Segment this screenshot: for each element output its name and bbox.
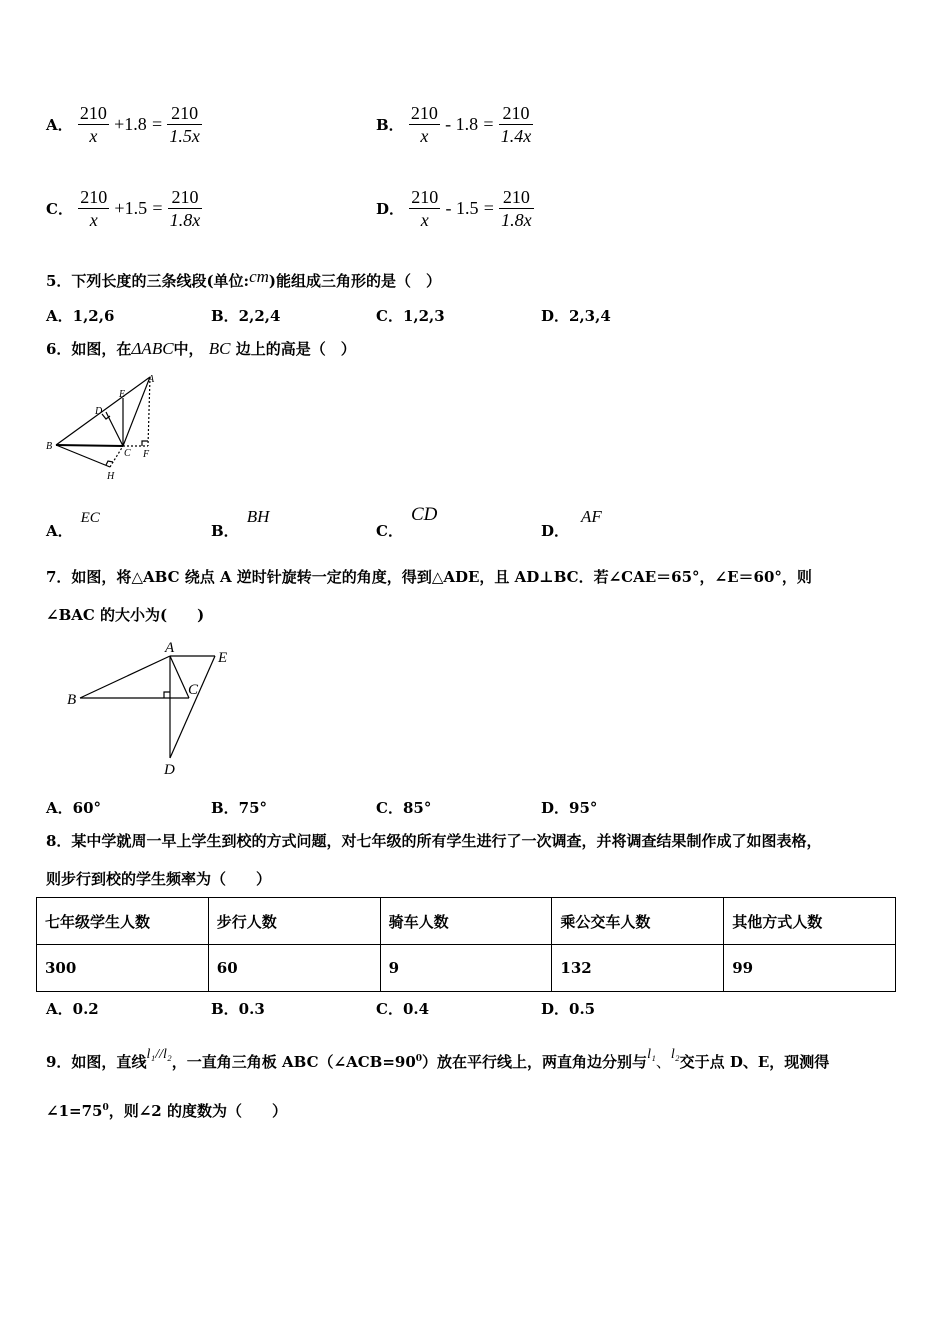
- q7-option-a[interactable]: A．60°: [46, 799, 102, 817]
- q5-option-c[interactable]: C．1,2,3: [376, 307, 445, 325]
- label-a: A: [148, 374, 155, 385]
- side-bc: BC: [208, 339, 231, 358]
- option-value: CD: [410, 504, 438, 525]
- table-header-cell: 乘公交车人数: [552, 898, 724, 945]
- option-value: BH: [246, 507, 270, 526]
- table-cell: 300: [37, 945, 209, 992]
- label-e: E: [218, 650, 228, 666]
- equals: =: [483, 198, 494, 218]
- triangle-abc: ΔABC: [131, 339, 174, 358]
- fraction: $\frac{210}{x}$: [79, 103, 107, 146]
- line-l2: l₂: [670, 1047, 680, 1062]
- table-header-row: [37, 898, 896, 945]
- option-label: B．: [376, 116, 404, 134]
- q6-option-d[interactable]: D．AF: [541, 507, 602, 540]
- q7-figure: [62, 636, 242, 778]
- q7-stem-line1: 7．如图，将△ABC 绕点 A 逆时针旋转一定的角度，得到△ADE，且 AD⊥BC．若∠CAE＝65°，∠E＝60°，则: [46, 568, 812, 586]
- option-value: EC: [80, 510, 100, 526]
- q8-option-c[interactable]: C．0.4: [376, 1000, 430, 1018]
- label-e: E: [119, 389, 126, 400]
- right-angle-marker: [164, 692, 170, 698]
- q7-stem-line2: ∠BAC 的大小为( ): [46, 606, 205, 624]
- q5-option-d[interactable]: D．2,3,4: [541, 307, 611, 325]
- equals: =: [152, 198, 163, 218]
- option-value: AF: [581, 507, 602, 526]
- right-angle-f: [142, 441, 148, 446]
- q6-option-c[interactable]: C．CD: [376, 504, 438, 540]
- line-af: [148, 377, 150, 446]
- label-d: D: [164, 762, 175, 778]
- q9-stem-line1: 9．如图，直线l₁//l₂，一直角三角板 $ABC(\angle ACB=90^0)$放在平行线上，两直角边分别与l₁、l₂交于点 D、E，现测得: [46, 1047, 830, 1071]
- line-hc-ext: [110, 446, 123, 467]
- q5-option-b[interactable]: B．2,2,4: [211, 307, 281, 325]
- option-label: A．: [46, 116, 73, 134]
- table-cell: 9: [380, 945, 552, 992]
- q8-option-a[interactable]: A．0.2: [46, 1000, 99, 1018]
- q4-option-d[interactable]: [376, 186, 534, 231]
- q7-option-b[interactable]: B．75°: [211, 799, 268, 817]
- table-cell: 60: [208, 945, 380, 992]
- label-c: C: [188, 682, 199, 698]
- label-h: H: [107, 471, 115, 482]
- q8-stem-line2: 则步行到校的学生频率为（ ）: [46, 870, 272, 888]
- label-b: B: [67, 692, 77, 708]
- fraction: $\frac{210}{1.4x}$: [500, 103, 532, 146]
- q8-option-b[interactable]: B．0.3: [211, 1000, 265, 1018]
- line-ac: [170, 656, 189, 698]
- q7-option-d[interactable]: D．95°: [541, 799, 598, 817]
- fraction: $\frac{210}{x}$: [411, 187, 439, 230]
- q6-option-a[interactable]: A．EC: [46, 510, 100, 540]
- line-bh: [56, 445, 110, 467]
- fraction: $\frac{210}{1.5x}$: [169, 103, 200, 146]
- equals: =: [483, 114, 494, 134]
- line-ba: [80, 656, 170, 698]
- operator: - 1.5: [445, 198, 479, 218]
- q6-stem: 6．如图，在ΔABC中， BC 边上的高是（ ）: [46, 339, 356, 358]
- q5-stem: 5．下列长度的三条线段(单位:cm)能组成三角形的是（ ）: [46, 267, 442, 290]
- operator: +1.8: [114, 114, 147, 134]
- q8-stem-line1: 8．某中学就周一早上学生到校的方式问题，对七年级的所有学生进行了一次调查，并将调查结果制作成了如图表格，: [46, 832, 822, 850]
- operator: +1.5: [114, 198, 148, 218]
- line-l1: l₁: [647, 1047, 656, 1062]
- option-label: C．: [46, 200, 73, 218]
- q9-stem-line2: $\angle 1=75^0$，则∠2 的度数为（ ）: [46, 1102, 287, 1120]
- label-d: D: [95, 406, 103, 417]
- q4-option-c[interactable]: [46, 186, 202, 231]
- line-ba: [56, 377, 150, 445]
- unit-cm: cm: [249, 267, 269, 286]
- q8-option-d[interactable]: D．0.5: [541, 1000, 596, 1018]
- q5-option-a[interactable]: A．1,2,6: [46, 307, 115, 325]
- table-cell: 132: [552, 945, 724, 992]
- table-row: [37, 945, 896, 992]
- q4-option-a[interactable]: [46, 102, 202, 147]
- label-a: A: [165, 640, 175, 656]
- q6-option-b[interactable]: B．BH: [211, 507, 270, 540]
- equals: =: [152, 114, 163, 134]
- q4-option-b[interactable]: [376, 102, 533, 147]
- table-header-cell: 其他方式人数: [724, 898, 896, 945]
- fraction: $\frac{210}{x}$: [410, 103, 438, 146]
- table-header-cell: 七年级学生人数: [37, 898, 209, 945]
- table-header-cell: 骑车人数: [380, 898, 552, 945]
- label-c: C: [124, 448, 131, 459]
- option-label: D．: [376, 200, 405, 218]
- q6-figure: [40, 372, 170, 487]
- fraction: $\frac{210}{x}$: [80, 187, 108, 230]
- q7-option-c[interactable]: C．85°: [376, 799, 432, 817]
- parallel-lines: l₁//l₂: [146, 1047, 172, 1062]
- table-header-cell: 步行人数: [208, 898, 380, 945]
- fraction: $\frac{210}{1.8x}$: [169, 187, 201, 230]
- survey-table: [36, 897, 896, 992]
- label-f: F: [143, 449, 150, 460]
- line-bc: [56, 445, 123, 446]
- fraction: $\frac{210}{1.8x}$: [501, 187, 532, 230]
- table-cell: 99: [724, 945, 896, 992]
- operator: - 1.8: [445, 114, 479, 134]
- label-b: B: [46, 441, 53, 452]
